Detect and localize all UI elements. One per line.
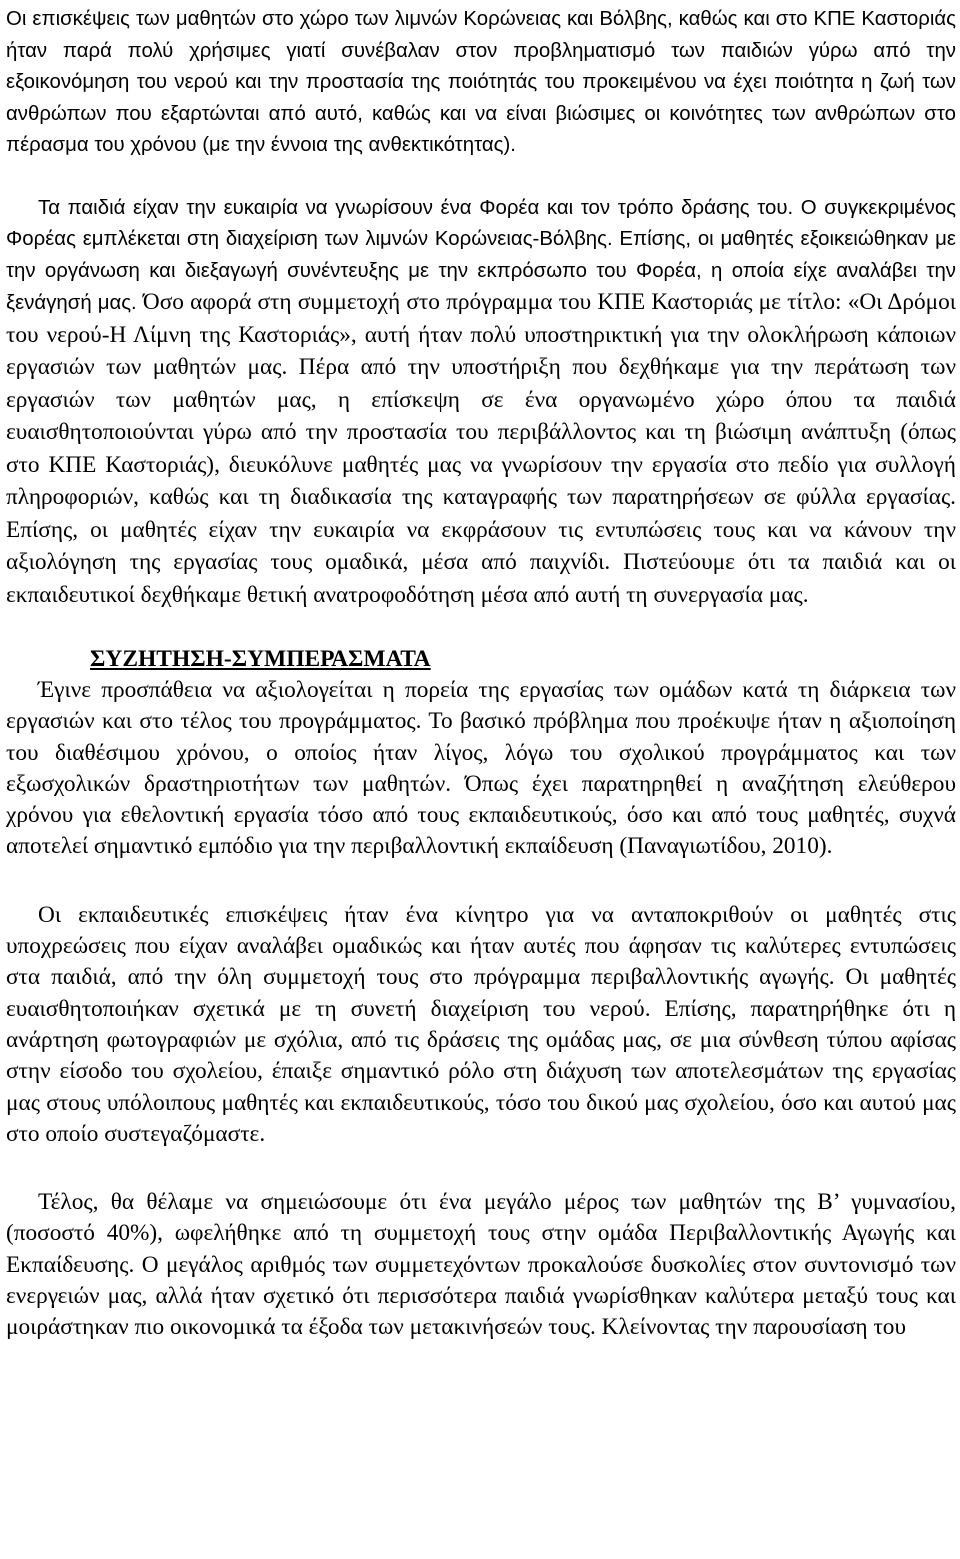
paragraph-educational-visits: Οι εκπαιδευτικές επισκέψεις ήταν ένα κίνητρο για να ανταποκριθούν οι μαθητές στις υποχρεώσεις που είχαν αναλάβει ομαδικώς και ήταν αυτές που άφησαν τις καλύτερες εντυπώσεις στα παιδιά, από την όλη συμμετοχή τους στο πρόγραμμα περιβαλλοντικής αγωγής. Οι μαθητές ευαισθητοποιήκαν σχετικά με τη συνετή διαχείριση του νερού. Επίσης, παρατηρήθηκε ότι η ανάρτηση φωτογραφιών με σχόλια, από τις δράσεις της ομάδας μας, σε μια σύνθεση τύπου αφίσας στην είσοδο του σχολείου, έπαιξε σημαντικό ρόλο στη διάχυση των αποτελεσμάτων της εργασίας μας στους υπόλοιπους μαθητές και εκπαιδευτικούς, τόσο του δικού μας σχολείου, όσο και αυτού μας στο οποίο συστεγαζόμαστε.	[6, 901, 956, 1147]
paragraph-visit-benefits: Οι επισκέψεις των μαθητών στο χώρο των λιμνών Κορώνειας και Βόλβης, καθώς και στο ΚΠΕ Καστοριάς ήταν παρά πολύ χρήσιμες γιατί συνέβαλαν στον προβληματισμό των παιδιών γύρω από την εξοικονόμηση του νερού και την προστασία της ποιότητάς του προκειμένου να έχει ποιότητα η ζωή των ανθρώπων που εξαρτώνται από αυτό, καθώς και να είναι βιώσιμες οι κοινότητες των ανθρώπων στο πέρασμα του χρόνου (με την έννοια της ανθεκτικότητας).	[6, 8, 956, 156]
paragraph-agency-sans-part: Τα παιδιά είχαν την ευκαιρία να γνωρίσουν ένα Φορέα και τον τρόπο δράσης του. Ο συγκεκριμένος Φορέας εμπλέκεται στη διαχείριση των λιμνών Κορώνειας-Βόλβης. Επίσης, οι μαθητές εξοικειώθηκαν με την οργάνωση και διεξαγωγή συνέντευξης με την εκπρόσωπο του Φορέα, η οποία είχε αναλάβει την ξενάγησή μας.	[6, 196, 956, 314]
paragraph-closing: Τέλος, θα θέλαμε να σημειώσουμε ότι ένα μεγάλο μέρος των μαθητών της Β’ γυμνασίου, (ποσοστό 40%), ωφελήθηκε από τη συμμετοχή τους στην ομάδα Περιβαλλοντικής Αγωγής και Εκπαίδευσης. Ο μεγάλος αριθμός των συμμετεχόντων προκαλούσε δυσκολίες στον συντονισμό των ενεργειών μας, αλλά ήταν σχετικό ότι περισσότερα παιδιά γνωρίσθηκαν καλύτερα μεταξύ τους και μοιράστηκαν πιο οικονομικά τα έξοδα των μετακινήσεών τους. Κλείνοντας την παρουσίαση του	[6, 1189, 956, 1341]
document-page	[6, 4, 956, 1344]
paragraph-agency-and-program	[6, 193, 956, 613]
section-heading-discussion: ΣΥΖΗΤΗΣΗ-ΣΥΜΠΕΡΑΣΜΑΤΑ	[90, 646, 431, 672]
paragraph-agency-serif-part: Όσο αφορά στη συμμετοχή στο πρόγραμμα του ΚΠΕ Καστοριάς με τίτλο: «Οι Δρόμοι του νερού-Η Λίμνη της Καστοριάς», αυτή ήταν πολύ υποστηρικτική για την ολοκλήρωση κάποιων εργασιών των μαθητών μας. Πέρα από την υποστήριξη που δεχθήκαμε για την περάτωση των εργασιών των μαθητών μας, η επίσκεψη σε ένα οργανωμένο χώρο όπου τα παιδιά ευαισθητοποιούνται γύρω από την προστασία του περιβάλλοντος και τη βιώσιμη ανάπτυξη (όπως στο ΚΠΕ Καστοριάς), διευκόλυνε μαθητές μας να γνωρίσουν την εργασία στο πεδίο για συλλογή πληροφοριών, καθώς και τη διαδικασία της καταγραφής των παρατηρήσεων σε φύλλα εργασίας. Επίσης, οι μαθητές είχαν την ευκαιρία να εκφράσουν τις εντυπώσεις τους και να κάνουν την αξιολόγηση της εργασίας τους ομαδικά, μέσα από παιχνίδι. Πιστεύουμε ότι τα παιδιά και οι εκπαιδευτικοί δεχθήκαμε θετική ανατροφοδότηση μέσα από αυτή τη συνεργασία μας.	[6, 289, 957, 608]
paragraph-discussion: Έγινε προσπάθεια να αξιολογείται η πορεία της εργασίας των ομάδων κατά τη διάρκεια των εργασιών και στο τέλος του προγράμματος. Το βασικό πρόβλημα που προέκυψε ήταν η αξιοποίηση του διαθέσιμου χρόνου, ο οποίος ήταν λίγος, λόγω του σχολικού προγράμματος και των εξωσχολικών δραστηριοτήτων των μαθητών. Όπως έχει παρατηρηθεί η αναζήτηση ελεύθερου χρόνου για εθελοντική εργασία τόσο από τους εκπαιδευτικούς, όσο και από τους μαθητές, συχνά αποτελεί σημαντικό εμπόδιο για την περιβαλλοντική εκπαίδευση (Παναγιωτίδου, 2010).	[6, 677, 956, 860]
